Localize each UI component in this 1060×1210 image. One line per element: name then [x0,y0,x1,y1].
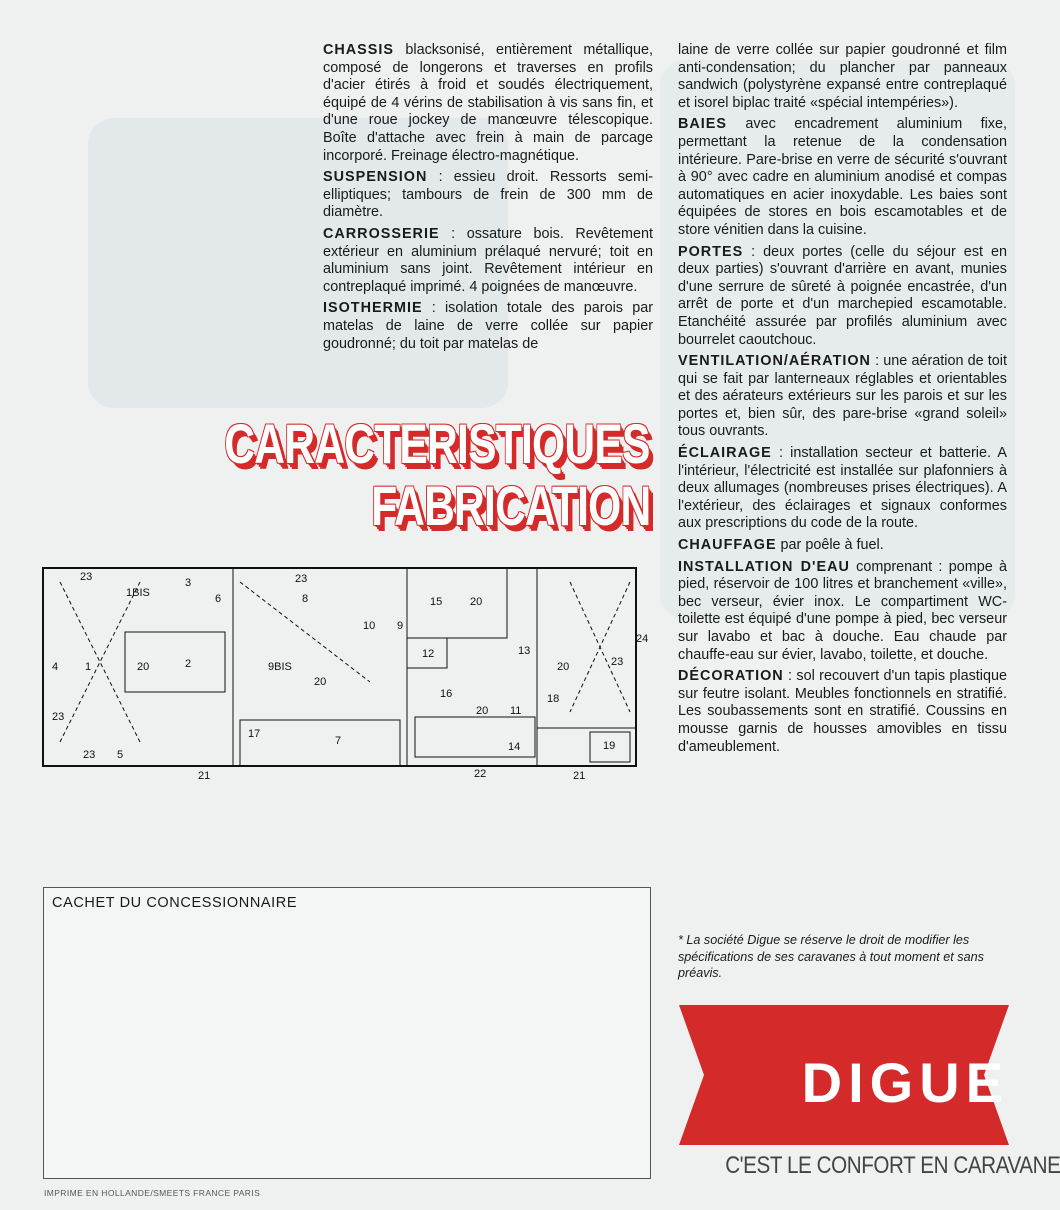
print-imprint: IMPRIME EN HOLLANDE/SMEETS FRANCE PARIS [44,1188,261,1198]
floorplan-label: 10 [363,620,376,632]
floorplan-label: 15 [430,596,443,608]
disclaimer-footnote: * La société Digue se réserve le droit de modifier les spécifications de ses caravanes à tout moment et sans préavis. [678,933,984,980]
floorplan-label: 22 [474,768,487,780]
floorplan-label: 20 [314,676,327,688]
floorplan-label: 12 [422,648,435,660]
spec-paragraph [678,42,1007,112]
spec-text: : isolation totale des parois par matelas de laine de verre collée sur papier goudronné; du toit par matelas de [323,300,653,352]
spec-heading: CHAUFFAGE [678,537,777,554]
spec-heading: ISOTHERMIE [323,300,423,317]
floorplan-label-group [52,571,648,782]
floorplan-label: 9BIS [268,661,292,673]
brand-name: DIGUE [801,1051,1009,1114]
spec-paragraph [678,537,1007,555]
floorplan-label: 23 [52,711,65,723]
floorplan-label: 17 [248,728,261,740]
spec-paragraph [678,445,1007,533]
floorplan-label: 2 [185,658,192,670]
spec-text: avec encadrement aluminium fixe, permettant la retenue de la condensation intérieure. Pare-brise en verre de sécurité s'ouvrant à 90° avec cadre en aluminium anodisé et compas automatiques en acier inoxydable. Les baies sont équipées de stores en bois escamotables et de store vénitien dans la cuisine. [678,116,1007,238]
spec-heading: CARROSSERIE [323,225,440,242]
floorplan-label: 19 [603,740,616,752]
dealer-stamp-box [43,887,651,1179]
spec-text: : une aération de toit qui se fait par lanterneaux réglables et orientables et des aérateurs extérieurs sur les parois et sur les portes et, bien sûr, des pare-brise «grand soleil» tous ouvrants. [678,353,1007,440]
spec-text: : installation secteur et batterie. A l'intérieur, l'électricité est installée sur plafonniers à deux allumages (nombreuses prises électriques). A l'extérieur, des éclairages et signaux conformes aux prescriptions du code de la route. [678,445,1007,532]
specs-left-column [323,42,653,357]
spec-heading: INSTALLATION D'EAU [678,558,850,575]
floorplan-label: 21 [198,770,211,782]
spec-heading: CHASSIS [323,42,394,58]
specs-right-column [678,42,1007,760]
floorplan-label: 20 [557,661,570,673]
floorplan-label: 5 [117,749,124,761]
spec-paragraph [323,226,653,296]
floorplan-label: 23 [295,573,308,585]
floorplan-label: 14 [508,741,521,753]
spec-text: blacksonisé, entièrement métallique, composé de longerons et traverses en profils d'acier étirés à froid et soudés électriquement, équipé de 4 vérins de stabilisation à vis sans fin, et d'une roue jockey de manœuvre télescopique. Boîte d'attache avec frein à main de parcage incorporé. Freinage électro-magnétique. [323,42,653,164]
floorplan-label: 16 [440,688,453,700]
floorplan-label: 20 [137,661,150,673]
spec-paragraph [678,559,1007,665]
spec-text: : deux portes (celle du séjour est en deux parties) s'ouvrant d'arrière en avant, munies d'une serrure de sûreté à poignée encastrée, d'un arrêt de porte et d'un marchepied escamotable. Etanchéité assurée par profilés aluminium avec bourrelet caoutchouc. [678,243,1007,348]
spec-paragraph [323,169,653,222]
floorplan-label: 1BIS [126,587,150,599]
spec-heading: ÉCLAIRAGE [678,445,772,462]
spec-paragraph [323,300,653,353]
spec-heading: PORTES [678,243,744,260]
spec-text: par poêle à fuel. [776,537,884,554]
caravan-floorplan [40,562,660,784]
floorplan-label: 11 [510,705,522,717]
spec-paragraph [323,42,653,165]
spec-text: laine de verre collée sur papier goudronné et film anti-condensation; du plancher par panneaux sandwich (polystyrène expansé entre contreplaqué et isorel biplac traité «spécial intempéries»). [678,42,1007,111]
brand-slogan: C'EST LE CONFORT EN CARAVANE [725,1152,1060,1179]
spec-text: : sol recouvert d'un tapis plastique sur feutre isolant. Meubles fonctionnels en stratifié. Les soubassements sont en stratifié. Coussins en mousse garnis de housses amovibles en tissu d'ameublement. [678,668,1007,755]
title-line-1: CARACTERISTIQUES [224,412,650,475]
floorplan-label: 1 [85,661,92,673]
spec-text: : essieu droit. Ressorts semi-elliptiques; tambours de frein de 300 mm de diamètre. [323,169,653,221]
floorplan-label: 20 [476,705,489,717]
spec-heading: DÉCORATION [678,668,784,685]
spec-paragraph [678,116,1007,239]
floorplan-label: 13 [518,645,531,657]
spec-heading: SUSPENSION [323,169,428,186]
floorplan-label: 23 [611,656,624,668]
floorplan-label: 7 [335,735,342,747]
floorplan-label: 21 [573,770,586,782]
floorplan-label: 20 [470,596,483,608]
spec-text: comprenant : pompe à pied, réservoir de 100 litres et branchement «ville», bec verseur, évier inox. Le compartiment WC-toilette est équipé d'une pompe à pied, bec verseur sur lavabo et bac à douche. Eau chaude par chauffe-eau sur évier, lavabo, toilette, et douche. [678,558,1008,663]
spec-heading: VENTILATION/AÉRATION [678,353,871,370]
floorplan-label: 24 [636,633,649,645]
spec-paragraph [678,244,1007,350]
floorplan-label: 9 [397,620,404,632]
spec-text: : ossature bois. Revêtement extérieur en aluminium prélaqué nervuré; toit en aluminium sans joint. Revêtement intérieur en contreplaqué imprimé. 4 poignées de manœuvre. [323,225,653,295]
floorplan-label: 8 [302,593,309,605]
spec-paragraph [678,353,1007,441]
floorplan-label: 3 [185,577,192,589]
floorplan-label: 6 [215,593,222,605]
dealer-stamp-label: CACHET DU CONCESSIONNAIRE [52,895,298,911]
title-line-2: FABRICATION [370,474,650,537]
floorplan-label: 23 [83,749,96,761]
spec-paragraph [678,668,1007,756]
floorplan-label: 18 [547,693,560,705]
spec-heading: BAIES [678,116,727,133]
floorplan-label: 4 [52,661,59,673]
floorplan-label: 23 [80,571,93,583]
